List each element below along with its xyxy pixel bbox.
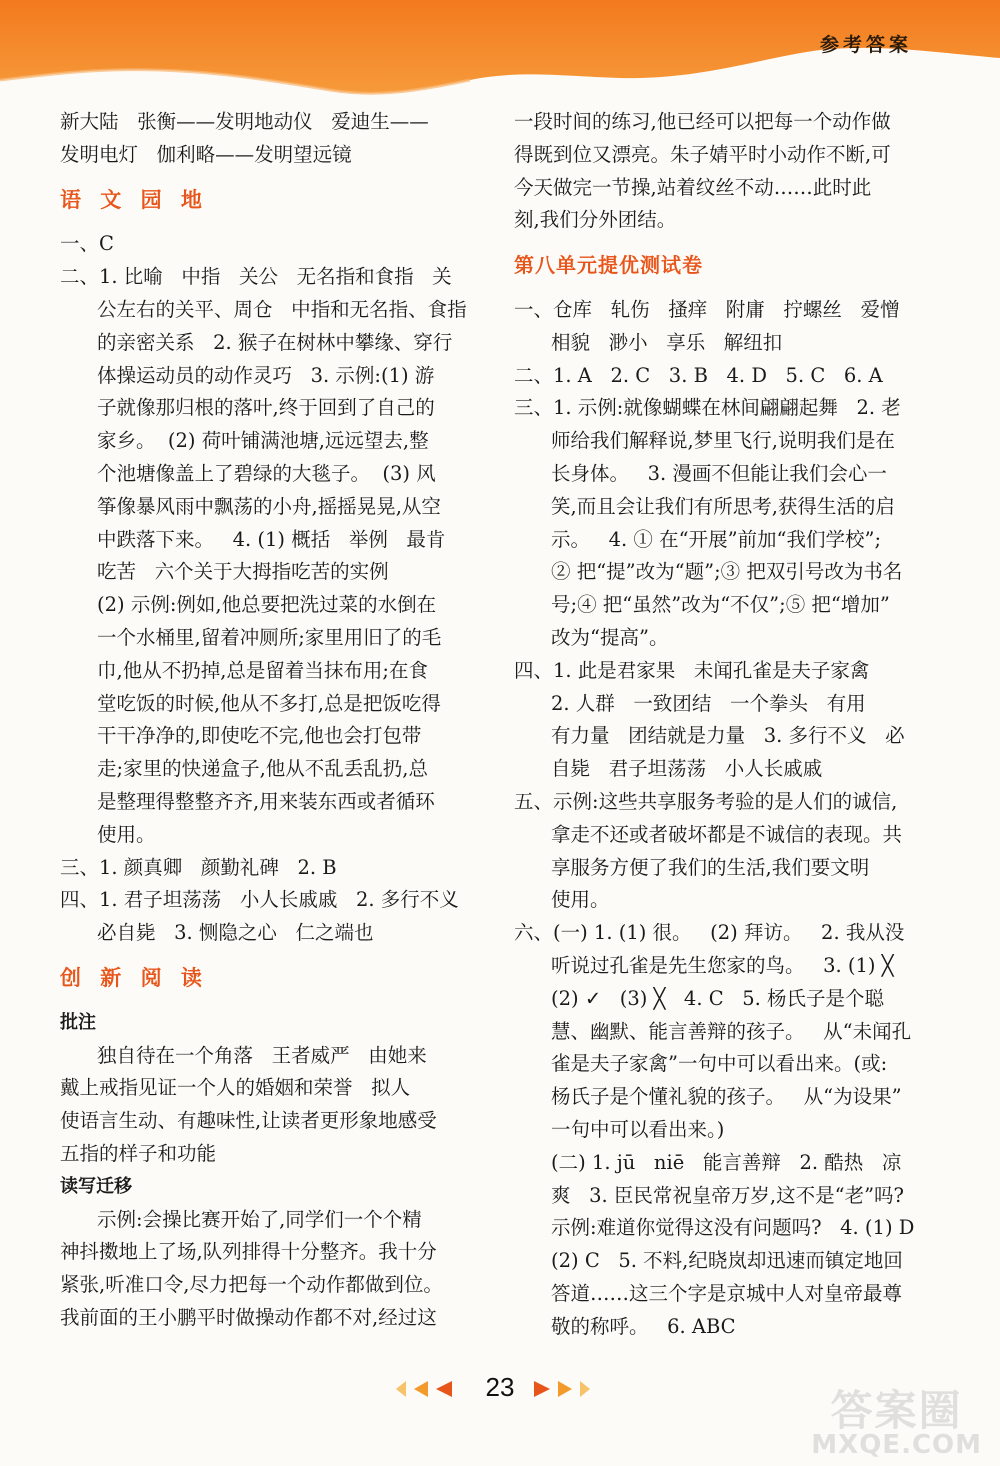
text-line: 五、示例:这些共享服务考验的是人们的诚信, (514, 789, 898, 813)
text-line: 独自待在一个角落 王者威严 由她来 (97, 1043, 427, 1067)
text-line: 刻,我们分外团结。 (514, 208, 677, 232)
text-line: 三、1. 示例:就像蝴蝶在林间翩翩起舞 2. 老 (514, 396, 901, 420)
text-line: 慧、幽默、能言善辩的孩子。 从“未闻孔 (551, 1019, 912, 1043)
text-line: 长身体。 3. 漫画不但能让我们会心一 (551, 461, 887, 485)
text-line: 新大陆 张衡——发明地动仪 爱迪生—— (60, 110, 429, 133)
text-line: 拿走不还或者破坏都是不诚信的表现。共 (551, 822, 903, 846)
right-arrows-icon (524, 1378, 594, 1404)
text-line: 一、仓库 轧伤 搔痒 附庸 拧螺丝 爱憎 (514, 297, 900, 321)
text-line: 一段时间的练习,他已经可以把每一个动作做 (514, 110, 891, 133)
section-heading-unit-eight-test: 第八单元提优测试卷 (514, 253, 703, 278)
section-heading-yuwen-yuandi: 语 文 园 地 (60, 187, 208, 212)
text-line: 堂吃饭的时候,他从不多打,总是把饭吃得 (97, 691, 441, 715)
subheading-pizhu: 批注 (60, 1011, 96, 1033)
text-line: 巾,他从不扔掉,总是留着当抹布用;在食 (97, 658, 428, 682)
text-line: 一、C (60, 232, 114, 256)
text-line: 是整理得整整齐齐,用来装东西或者循环 (97, 789, 435, 813)
text-line: 五指的样子和功能 (60, 1141, 217, 1165)
subheading-duxie-qianyi: 读写迁移 (60, 1175, 132, 1197)
text-line: 必自毙 3. 恻隐之心 仁之端也 (97, 921, 374, 945)
text-line: 2. 人群 一致团结 一个拳头 有用 (551, 691, 866, 715)
text-line: 中跌落下来。 4. (1) 概括 举例 最肯 (97, 527, 446, 551)
text-line: 戴上戒指见证一个人的婚姻和荣誉 拟人 (60, 1076, 411, 1100)
text-line: 家乡。 (2) 荷叶铺满池塘,远远望去,整 (97, 429, 429, 453)
text-line: 六、(一) 1. (1) 很。 (2) 拜访。 2. 我从没 (514, 921, 905, 945)
text-line: 雀是夫子家禽”一句中可以看出来。(或: (551, 1052, 888, 1076)
text-line: 使用。 (97, 822, 156, 846)
text-line: 走;家里的快递盒子,他从不乱丢乱扔,总 (97, 757, 428, 781)
text-line: 今天做完一节操,站着纹丝不动……此时此 (514, 175, 872, 199)
text-line: 敬的称呼。 6. ABC (551, 1314, 736, 1338)
left-arrows-icon (392, 1378, 462, 1404)
text-line: 杨氏子是个懂礼貌的孩子。 从“为设果” (551, 1085, 902, 1109)
text-line: 神抖擞地上了场,队列排得十分整齐。我十分 (60, 1240, 437, 1264)
text-line: 改为“提高”。 (551, 625, 669, 649)
text-line: 子就像那归根的落叶,终于回到了自己的 (97, 396, 435, 420)
text-line: 二、1. 比喻 中指 关公 无名指和食指 关 (60, 265, 452, 289)
text-line: 公左右的关平、周仓 中指和无名指、食指 (97, 297, 467, 321)
text-line: 示例:会操比赛开始了,同学们一个个精 (97, 1207, 422, 1231)
text-line: 使语言生动、有趣味性,让读者更形象地感受 (60, 1109, 437, 1133)
text-line: (2) ✓ (3) ╳ 4. C 5. 杨氏子是个聪 (551, 986, 885, 1010)
text-line: 使用。 (551, 888, 610, 912)
text-line: (2) 示例:例如,他总要把洗过菜的水倒在 (97, 593, 437, 617)
text-line: ② 把“提”改为“题”;③ 把双引号改为书名 (551, 560, 903, 584)
watermark (811, 1386, 982, 1460)
text-line: 筝像暴风雨中飘荡的小舟,摇摇晃晃,从空 (97, 494, 441, 518)
section-heading-chuangxin-yuedu: 创 新 阅 读 (60, 965, 208, 990)
text-line: 二、1. A 2. C 3. B 4. D 5. C 6. A (514, 363, 883, 387)
text-line: 四、1. 此是君家果 未闻孔雀是夫子家禽 (514, 658, 870, 682)
text-line: 的亲密关系 2. 猴子在树林中攀缘、穿行 (97, 330, 453, 354)
header-band (0, 0, 1000, 110)
text-line: (二) 1. jū niē 能言善辩 2. 酷热 凉 (551, 1150, 902, 1174)
watermark-logo-text: 答案圈 (830, 1386, 963, 1435)
text-line: 体操运动员的动作灵巧 3. 示例:(1) 游 (97, 363, 435, 387)
page-number: 23 (485, 1372, 515, 1402)
text-line: 师给我们解释说,梦里飞行,说明我们是在 (551, 429, 895, 453)
text-line: 紧张,听准口令,尽力把每一个动作都做到位。 (60, 1273, 443, 1297)
text-line: 爽 3. 臣民常祝皇帝万岁,这不是“老”吗? (551, 1183, 904, 1207)
text-line: 示例:难道你觉得这没有问题吗? 4. (1) D (551, 1216, 915, 1240)
text-line: 答道……这三个字是京城中人对皇帝最尊 (551, 1281, 903, 1305)
text-line: 个池塘像盖上了碧绿的大毯子。 (3) 风 (97, 461, 436, 485)
text-line: 笑,而且会让我们有所思考,获得生活的启 (551, 494, 895, 518)
text-line: (2) C 5. 不料,纪晓岚却迅速而镇定地回 (551, 1249, 903, 1273)
text-line: 四、1. 君子坦荡荡 小人长戚戚 2. 多行不义 (60, 888, 459, 912)
text-line: 干干净净的,即使吃不完,他也会打包带 (97, 724, 422, 748)
text-line: 我前面的王小鹏平时做操动作都不对,经过这 (60, 1305, 437, 1329)
text-line: 自毙 君子坦荡荡 小人长戚戚 (551, 757, 823, 781)
header-title: 参考答案 (819, 34, 912, 56)
text-line: 享服务方便了我们的生活,我们要文明 (551, 855, 870, 879)
text-line: 相貌 渺小 享乐 解纽扣 (551, 330, 783, 354)
text-line: 得既到位又漂亮。朱子婧平时小动作不断,可 (514, 142, 891, 166)
text-line: 三、1. 颜真卿 颜勤礼碑 2. B (60, 855, 337, 879)
right-column (514, 106, 924, 1343)
text-line: 示。 4. ① 在“开展”前加“我们学校”; (551, 527, 882, 551)
text-line: 一个水桶里,留着冲厕所;家里用旧了的毛 (97, 625, 442, 649)
text-line: 听说过孔雀是先生您家的鸟。 3. (1) ╳ (551, 953, 894, 977)
text-line: 吃苦 六个关于大拇指吃苦的实例 (97, 560, 389, 584)
text-line: 一句中可以看出来。) (551, 1117, 725, 1141)
text-line: 有力量 团结就是力量 3. 多行不义 必 (551, 724, 905, 748)
left-column (60, 106, 470, 1335)
text-line: 发明电灯 伽利略——发明望远镜 (60, 142, 352, 166)
text-line: 号;④ 把“虽然”改为“不仅”;⑤ 把“增加” (551, 593, 890, 617)
watermark-url: MXQE.COM (811, 1430, 982, 1460)
